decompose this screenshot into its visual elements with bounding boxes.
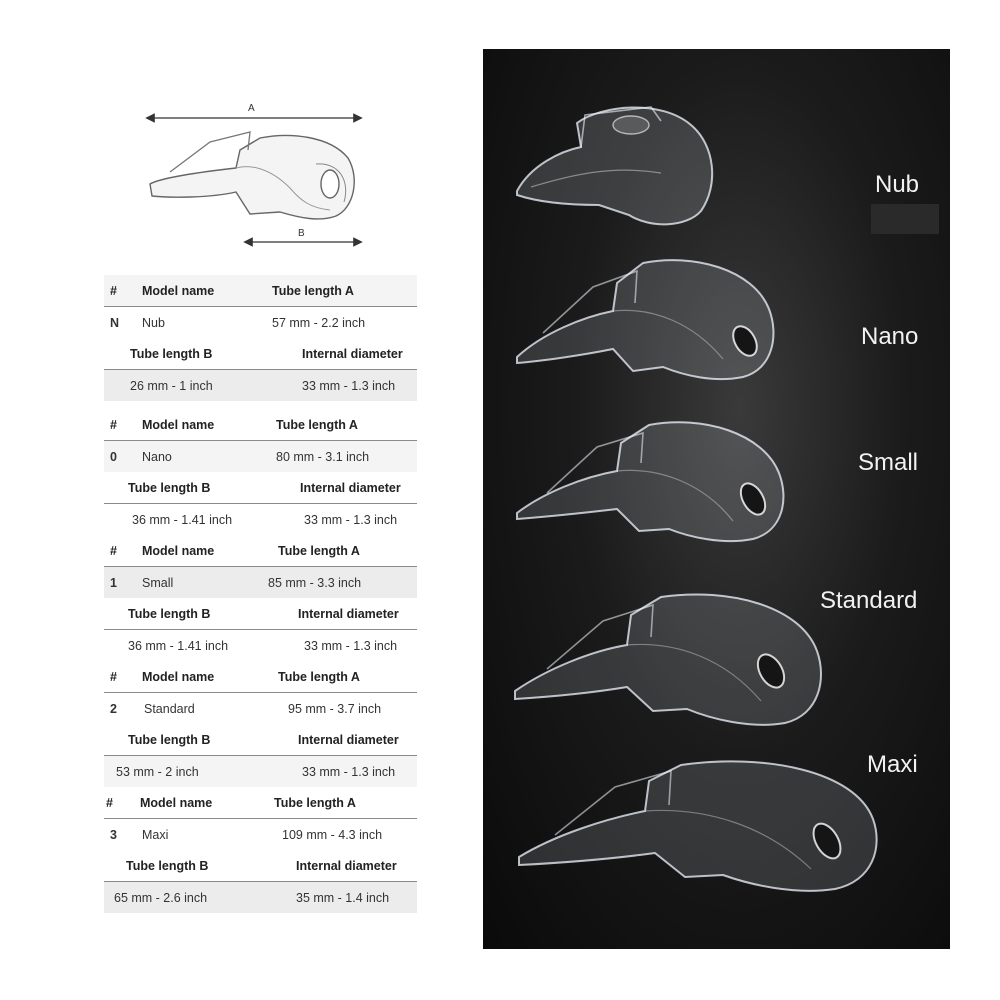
column-number-header: #: [110, 543, 117, 558]
column-tube-length-a-header: Tube length A: [276, 417, 358, 432]
model-section-nano: [104, 409, 417, 535]
model-name: Nano: [142, 449, 172, 464]
column-tube-length-b-header: Tube length B: [128, 480, 211, 495]
model-section-maxi: [104, 787, 417, 913]
cage-image-standard: [511, 585, 831, 735]
column-internal-diameter-header: Internal diameter: [302, 346, 403, 361]
product-photo-panel: [483, 49, 950, 949]
internal-diameter-value: 35 mm - 1.4 inch: [296, 890, 390, 905]
cage-image-small: [513, 413, 793, 553]
table-subheader-row: [104, 850, 417, 882]
column-tube-length-b-header: Tube length B: [128, 606, 211, 621]
tube-length-b-value: 53 mm - 2 inch: [116, 764, 199, 779]
tube-length-b-value: 36 mm - 1.41 inch: [128, 638, 229, 653]
dimension-b-label: B: [298, 228, 305, 239]
internal-diameter-value: 33 mm - 1.3 inch: [304, 638, 398, 653]
table-header-row: [104, 409, 417, 441]
table-header-row: [104, 787, 417, 819]
photo-label-nano: Nano: [861, 323, 919, 350]
model-number: 2: [110, 701, 117, 716]
table-subheader-row: [104, 472, 417, 504]
table-header-row: [104, 661, 417, 693]
photo-label-small: Small: [858, 449, 919, 476]
model-section-nub: [104, 275, 417, 401]
column-number-header: #: [110, 417, 117, 432]
photo-label-nub: Nub: [875, 171, 920, 198]
cage-image-maxi: [515, 749, 885, 899]
tube-length-a-value: 109 mm - 4.3 inch: [282, 827, 383, 842]
tube-length-a-value: 57 mm - 2.2 inch: [272, 315, 366, 330]
tube-length-b-value: 36 mm - 1.41 inch: [132, 512, 233, 527]
column-tube-length-b-header: Tube length B: [128, 732, 211, 747]
column-number-header: #: [110, 283, 117, 298]
column-tube-length-b-header: Tube length B: [126, 858, 209, 873]
table-row: [104, 370, 417, 401]
model-name: Nub: [142, 315, 165, 330]
internal-diameter-value: 33 mm - 1.3 inch: [304, 512, 398, 527]
size-table: [104, 275, 417, 913]
blurred-patch: [871, 204, 939, 234]
column-tube-length-a-header: Tube length A: [278, 669, 360, 684]
table-row: [104, 567, 417, 598]
table-row: [104, 693, 417, 724]
table-row: [104, 630, 417, 661]
internal-diameter-value: 33 mm - 1.3 inch: [302, 764, 396, 779]
column-model-name-header: Model name: [140, 795, 213, 810]
photo-label-maxi: Maxi: [867, 751, 918, 778]
model-section-small: [104, 535, 417, 661]
model-section-standard: [104, 661, 417, 787]
dimension-a-label: A: [248, 103, 255, 114]
column-number-header: #: [110, 669, 117, 684]
column-tube-length-a-header: Tube length A: [274, 795, 356, 810]
model-number: N: [110, 315, 120, 330]
table-header-row: [104, 275, 417, 307]
table-row: [104, 882, 417, 913]
internal-diameter-value: 33 mm - 1.3 inch: [302, 378, 396, 393]
table-row: [104, 819, 417, 850]
tube-length-a-value: 95 mm - 3.7 inch: [288, 701, 382, 716]
column-internal-diameter-header: Internal diameter: [296, 858, 397, 873]
tube-length-b-value: 26 mm - 1 inch: [130, 378, 213, 393]
cage-image-nano: [513, 249, 783, 389]
column-internal-diameter-header: Internal diameter: [298, 606, 399, 621]
model-name: Standard: [144, 701, 195, 716]
photo-label-standard: Standard: [820, 587, 918, 614]
column-tube-length-b-header: Tube length B: [130, 346, 213, 361]
model-name: Maxi: [142, 827, 169, 842]
column-internal-diameter-header: Internal diameter: [300, 480, 401, 495]
model-number: 1: [110, 575, 117, 590]
model-number: 3: [110, 827, 117, 842]
column-model-name-header: Model name: [142, 669, 215, 684]
tube-length-a-value: 85 mm - 3.3 inch: [268, 575, 362, 590]
column-number-header: #: [106, 795, 113, 810]
cage-outline-diagram: [140, 98, 370, 250]
dimension-diagram: [140, 98, 370, 250]
table-row: [104, 504, 417, 535]
table-row: [104, 756, 417, 787]
column-tube-length-a-header: Tube length A: [272, 283, 354, 298]
table-row: [104, 441, 417, 472]
table-subheader-row: [104, 598, 417, 630]
column-tube-length-a-header: Tube length A: [278, 543, 360, 558]
table-row: [104, 307, 417, 338]
table-header-row: [104, 535, 417, 567]
table-subheader-row: [104, 338, 417, 370]
cage-image-nub: [511, 95, 721, 235]
column-internal-diameter-header: Internal diameter: [298, 732, 399, 747]
column-model-name-header: Model name: [142, 543, 215, 558]
column-model-name-header: Model name: [142, 417, 215, 432]
model-number: 0: [110, 449, 117, 464]
model-name: Small: [142, 575, 174, 590]
tube-length-a-value: 80 mm - 3.1 inch: [276, 449, 370, 464]
column-model-name-header: Model name: [142, 283, 215, 298]
table-subheader-row: [104, 724, 417, 756]
tube-length-b-value: 65 mm - 2.6 inch: [114, 890, 208, 905]
